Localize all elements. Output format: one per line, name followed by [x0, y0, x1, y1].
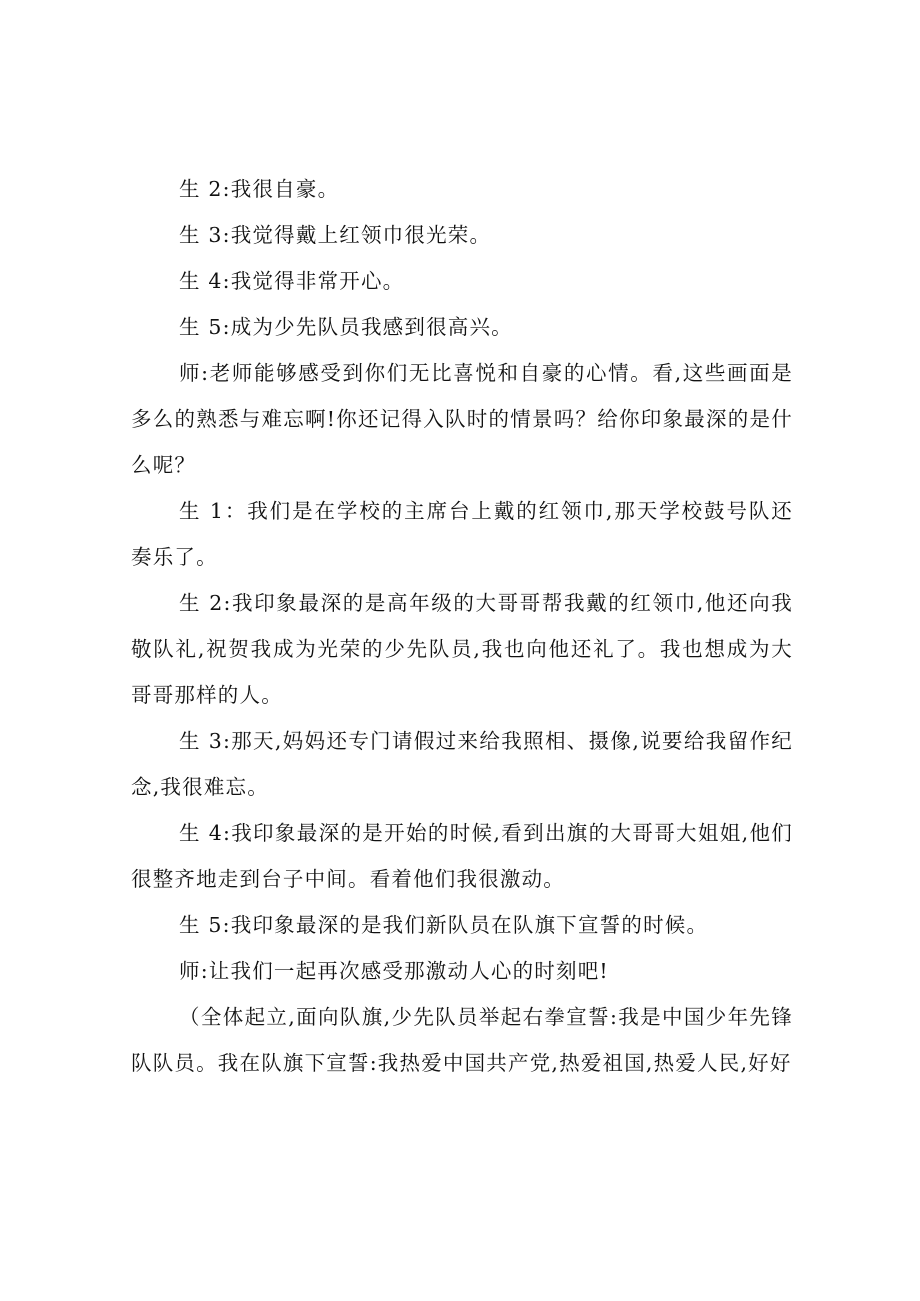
paragraph: 生 5:成为少先队员我感到很高兴。	[179, 315, 513, 339]
paragraph: 生 2:我印象最深的是高年级的大哥哥帮我戴的红领巾,他还向我敬队礼,祝贺我成为光荣的少先队员,我也向他还礼了。我也想成为大哥哥那样的人。	[131, 591, 793, 707]
paragraph: 生 1：我们是在学校的主席台上戴的红领巾,那天学校鼓号队还奏乐了。	[131, 499, 793, 569]
paragraph: 生 5:我印象最深的是我们新队员在队旗下宣誓的时候。	[179, 913, 709, 937]
paragraph: 生 4:我印象最深的是开始的时候,看到出旗的大哥哥大姐姐,他们很整齐地走到台子中间。看着他们我很激动。	[131, 821, 793, 891]
paragraph: （全体起立,面向队旗,少先队员举起右拳宣誓:我是中国少年先锋队队员。我在队旗下宣誓:我热爱中国共产党,热爱祖国,热爱人民,好好	[131, 1005, 793, 1075]
paragraph: 师:让我们一起再次感受那激动人心的时刻吧!	[179, 959, 609, 983]
paragraph: 生 2:我很自豪。	[179, 177, 340, 201]
paragraph: 生 3:那天,妈妈还专门请假过来给我照相、摄像,说要给我留作纪念,我很难忘。	[131, 729, 793, 799]
paragraph: 师:老师能够感受到你们无比喜悦和自豪的心情。看,这些画面是多么的熟悉与难忘啊!你还记得入队时的情景吗？给你印象最深的是什么呢？	[131, 361, 793, 477]
document-body	[131, 166, 793, 1086]
paragraph: 生 4:我觉得非常开心。	[179, 269, 405, 293]
paragraph: 生 3:我觉得戴上红领巾很光荣。	[179, 223, 492, 247]
